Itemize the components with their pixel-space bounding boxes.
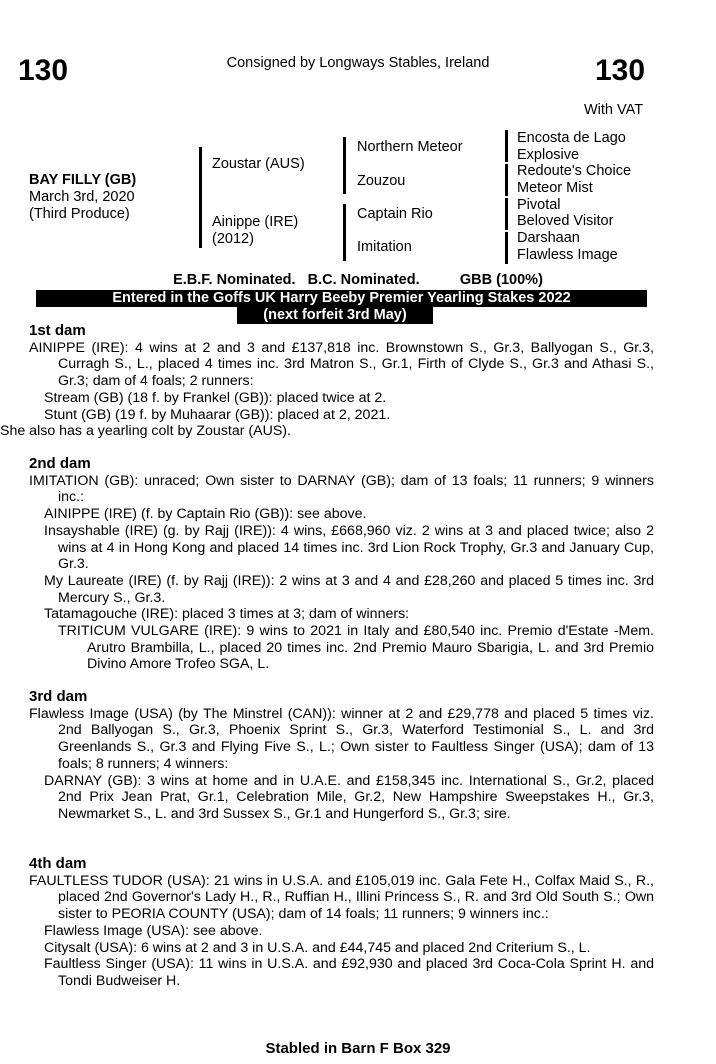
third-dam-record: Flawless Image (USA) (by The Minstrel (CAN)): winner at 2 and £29,778 and placed 5 times viz. 2nd Ballyogan S., Gr.3, Phoenix Sprint S., Gr.3, Waterford Testimonial S., L. and 3rd Greenlands S., Gr.3 and Flying Five S., L.; Own sister to Faultless Singer (USA); dam of 13 foals; 8 runners; 4 winners: (29, 705, 654, 772)
entry-forfeit-banner: (next forfeit 3rd May) (237, 307, 433, 324)
second-dam-heading: 2nd dam (29, 455, 91, 472)
fourth-dam-record: FAULTLESS TUDOR (USA): 21 wins in U.S.A. and £105,019 inc. Gala Fete H., Colfax Maid S., R., placed 2nd Governor's Lady H., R., Ruffian H., Illini Princess S., R. and 3rd Old South S.; Own sister to PEORIA COUNTY (USA); dam of 14 foals; 11 runners; 9 winners inc.: (29, 872, 654, 923)
second-dam-produce-4: Tatamagouche (IRE): placed 3 times at 3; dam of winners: (44, 606, 410, 623)
pedigree-bracket-3a (505, 130, 508, 162)
third-dam-section (29, 689, 654, 823)
pedigree-bracket-2a (343, 137, 346, 194)
first-dam-heading: 1st dam (29, 322, 86, 339)
fourth-dam-produce-2: Citysalt (USA): 6 wins at 2 and 3 in U.S.A. and £44,745 and placed 2nd Criterium S., L. (44, 939, 591, 956)
second-dam-record: IMITATION (GB): unraced; Own sister to DARNAY (GB); dam of 13 foals; 11 runners; 9 winners inc.: (29, 472, 654, 506)
second-dam-produce-1: AINIPPE (IRE) (f. by Captain Rio (GB)): see above. (44, 506, 367, 523)
lot-number-left: 130 (18, 54, 69, 87)
third-dam-produce-1: DARNAY (GB): 3 wins at home and in U.A.E. and £158,345 inc. International S., Gr.2, placed 2nd Prix Jean Prat, Gr.1, Celebration Mile, Gr.2, New Hampshire Sweepstakes H., Gr.3, Newmarket S., L. and 3rd Sussex S., Gr.1 and Hungerford S., Gr.3; sire. (44, 772, 654, 822)
pedigree-bracket-2b (343, 204, 346, 261)
pedigree-gen3-2: Zouzou (357, 173, 406, 189)
pedigree-bracket-1 (199, 147, 202, 248)
second-dam-produce-2: Insayshable (IRE) (g. by Rajj (IRE)): 4 wins, £668,960 viz. 2 wins at 3 and placed twice; also 2 wins at 4 in Hong Kong and placed 14 times inc. 3rd Lion Rock Trophy, Gr.3 and January Cup, Gr.3. (44, 522, 654, 573)
pedigree-bracket-3b (505, 164, 508, 196)
pedigree-gen4-5: Pivotal (517, 197, 561, 213)
pedigree-gen4-4: Meteor Mist (517, 180, 593, 196)
fourth-dam-section (29, 856, 654, 990)
pedigree-bracket-3d (505, 232, 508, 264)
nominations-line: E.B.F. Nominated. B.C. Nominated. GBB (100%) (173, 272, 543, 288)
first-dam-foal-2: Stunt (GB) (19 f. by Muhaarar (GB)): placed at 2, 2021. (44, 406, 391, 423)
first-dam-foal-1: Stream (GB) (18 f. by Frankel (GB)): placed twice at 2. (44, 389, 387, 406)
entry-banner: Entered in the Goffs UK Harry Beeby Premier Yearling Stakes 2022 (36, 290, 647, 307)
first-dam-section (0, 322, 654, 440)
lot-number-right: 130 (595, 54, 646, 87)
second-dam-section (29, 456, 654, 673)
pedigree-sire: Zoustar (AUS) (212, 156, 305, 172)
stabling-footer: Stabled in Barn F Box 329 (265, 1040, 451, 1057)
pedigree-dam: Ainippe (IRE) (212, 214, 299, 230)
consignor-line: Consigned by Longways Stables, Ireland (226, 55, 490, 71)
pedigree-gen4-7: Darshaan (517, 230, 580, 246)
subject-produce: (Third Produce) (29, 206, 130, 222)
pedigree-gen3-3: Captain Rio (357, 206, 433, 222)
second-dam-grandproduce: TRITICUM VULGARE (IRE): 9 wins to 2021 in Italy and £80,540 inc. Premio d'Estate -Mem. Arutro Brambilla, L., placed 20 times inc. 2nd Premio Mauro Sbarigia, L. and 3rd Premio Divino Amore Trofeo SGA, L. (58, 623, 654, 673)
first-dam-yearling-note: She also has a yearling colt by Zoustar (AUS). (0, 423, 291, 440)
subject-name: BAY FILLY (GB) (29, 172, 137, 188)
vat-note: With VAT (584, 102, 644, 118)
pedigree-gen4-3: Redoute's Choice (517, 163, 632, 179)
pedigree-gen4-6: Beloved Visitor (517, 213, 614, 229)
pedigree-bracket-3c (505, 198, 508, 230)
third-dam-heading: 3rd dam (29, 688, 88, 705)
pedigree-gen4-8: Flawless Image (517, 247, 618, 263)
pedigree-gen4-2: Explosive (517, 147, 580, 163)
second-dam-produce-3: My Laureate (IRE) (f. by Rajj (IRE)): 2 wins at 3 and 4 and £28,260 and placed 5 times inc. 3rd Mercury S., Gr.3. (44, 572, 654, 606)
subject-dob: March 3rd, 2020 (29, 189, 135, 205)
pedigree-dam-year: (2012) (212, 231, 254, 247)
pedigree-gen3-4: Imitation (357, 239, 412, 255)
fourth-dam-produce-3: Faultless Singer (USA): 11 wins in U.S.A. and £92,930 and placed 3rd Coca-Cola Sprint H. and Tondi Budweiser H. (44, 956, 654, 989)
fourth-dam-heading: 4th dam (29, 855, 87, 872)
fourth-dam-produce-1: Flawless Image (USA): see above. (44, 922, 263, 939)
pedigree-gen4-1: Encosta de Lago (517, 130, 626, 146)
first-dam-record: AINIPPE (IRE): 4 wins at 2 and 3 and £137,818 inc. Brownstown S., Gr.3, Ballyogan S., Gr.3, Curragh S., L., placed 4 times inc. 3rd Matron S., Gr.1, Firth of Clyde S., Gr.3 and Athasi S., Gr.3; dam of 4 foals; 2 runners: (29, 339, 654, 390)
pedigree-gen3-1: Northern Meteor (357, 139, 463, 155)
